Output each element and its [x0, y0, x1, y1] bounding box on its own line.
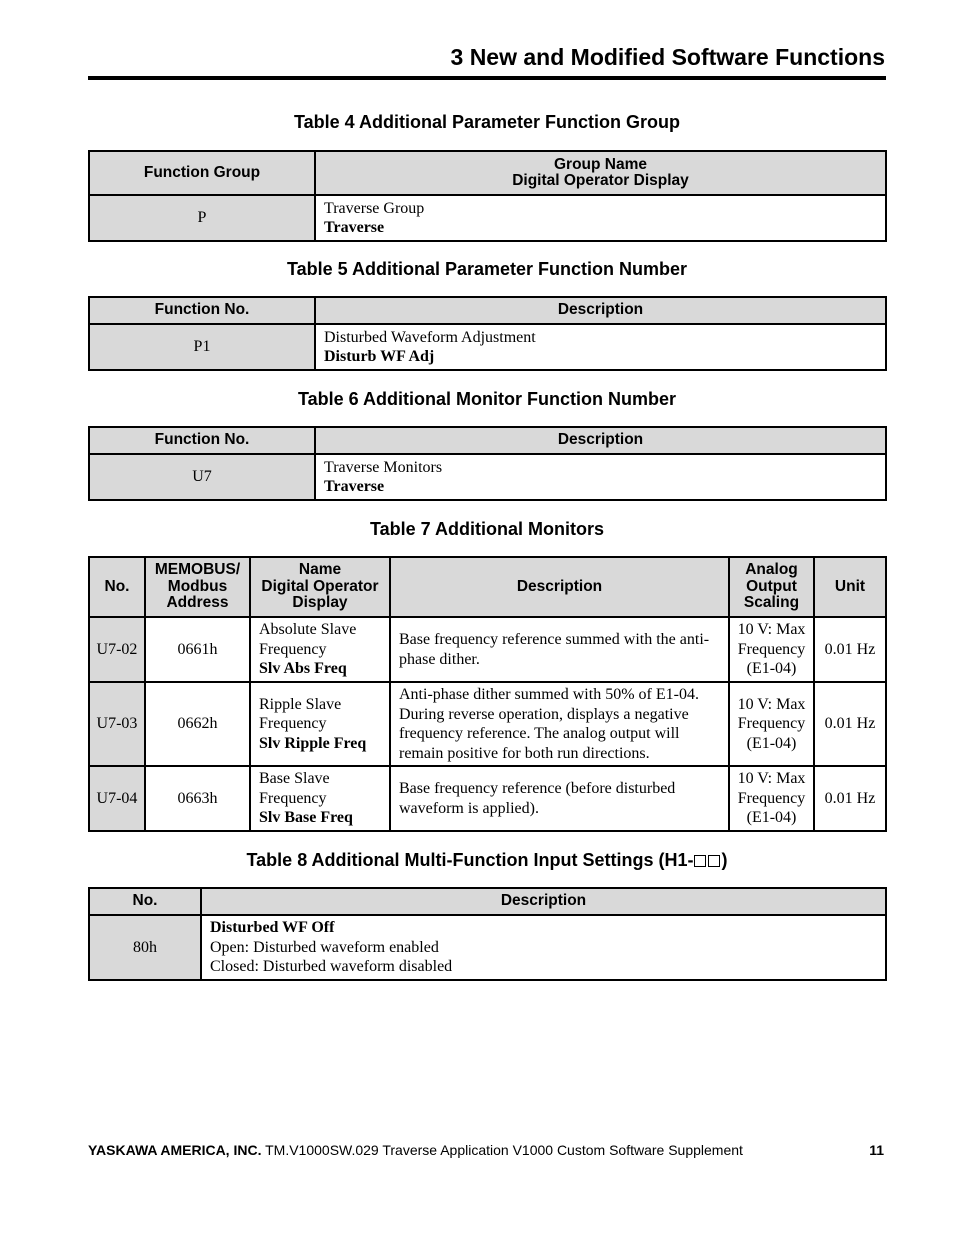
table7-no-cell: U7-04	[89, 766, 145, 831]
table7-description-cell: Base frequency reference (before disturbed waveform is applied).	[390, 766, 729, 831]
table7-header-memobus-line1: MEMOBUS/	[154, 561, 241, 579]
table7-header-name-line3: Display	[292, 594, 348, 612]
table7-scaling-line3: (E1-04)	[746, 660, 797, 678]
table4-caption: Table 4 Additional Parameter Function Group	[293, 112, 681, 132]
placeholder-box-icon	[694, 855, 706, 867]
table8-caption-suffix: )	[721, 850, 728, 870]
table8-caption	[88, 850, 886, 871]
table6-header-row	[89, 427, 886, 454]
table7-name-cell	[250, 682, 390, 766]
page-number: 11	[869, 1142, 884, 1158]
table7-name-line1: Base Slave	[259, 770, 330, 788]
table5-description-cell	[315, 324, 886, 370]
table5-caption: Table 5 Additional Parameter Function Number	[286, 259, 688, 279]
table7-scaling-line1: 10 V: Max	[737, 770, 806, 788]
table-row	[89, 915, 886, 980]
table4-header-function-group: Function Group	[89, 151, 315, 195]
table7-no-cell: U7-02	[89, 617, 145, 682]
table-row	[89, 682, 886, 766]
table5-header-row	[89, 297, 886, 324]
table8-header-no: No.	[89, 888, 201, 915]
table8-header-row	[89, 888, 886, 915]
table8	[88, 887, 887, 981]
footer-company: YASKAWA AMERICA, INC.	[88, 1142, 262, 1158]
table7-header-analog-line1: Analog	[745, 561, 798, 579]
table7-description-cell: Anti-phase dither summed with 50% of E1-04. During reverse operation, displays a negative frequency reference. The analog output will remain positive for both run directions.	[390, 682, 729, 766]
table4-header-group-name	[315, 151, 886, 195]
table5-description: Disturbed Waveform Adjustment	[324, 328, 536, 346]
table7-header-row	[89, 557, 886, 617]
table7-operator-display: Slv Base Freq	[259, 809, 353, 827]
table7-scaling-line3: (E1-04)	[746, 734, 797, 752]
table6-description-cell	[315, 454, 886, 500]
table5-header-function-no: Function No.	[89, 297, 315, 324]
table4-header-row	[89, 151, 886, 195]
table4-operator-display: Traverse	[324, 219, 385, 236]
table7-header-name	[250, 557, 390, 617]
table-row	[89, 195, 886, 241]
table7-address-cell: 0662h	[145, 682, 250, 766]
table7-scaling-line3: (E1-04)	[746, 809, 797, 827]
table8-open-description: Open: Disturbed waveform enabled	[210, 938, 439, 956]
table6-caption: Table 6 Additional Monitor Function Number	[298, 389, 676, 409]
table7-address-cell: 0663h	[145, 766, 250, 831]
table7-name-line2: Frequency	[259, 640, 327, 658]
table7-header-description: Description	[390, 557, 729, 617]
table-row	[89, 617, 886, 682]
table7-header-no: No.	[89, 557, 145, 617]
table8-caption-prefix: Table 8 Additional Multi-Function Input Settings (H1-	[246, 850, 694, 870]
table7-caption: Table 7 Additional Monitors	[370, 519, 604, 539]
table7-scaling-line2: Frequency	[737, 715, 806, 733]
table7-no-cell: U7-03	[89, 682, 145, 766]
table7-name-line1: Ripple Slave	[259, 695, 342, 713]
table7-operator-display: Slv Ripple Freq	[259, 734, 367, 752]
table5-header-description: Description	[315, 297, 886, 324]
table8-closed-description: Closed: Disturbed waveform disabled	[210, 958, 453, 976]
table7-scaling-line2: Frequency	[737, 789, 806, 807]
table5-function-no-cell: P1	[89, 324, 315, 370]
table-row	[89, 454, 886, 500]
table4-header-group-name-line1: Group Name	[553, 155, 647, 173]
table8-no-cell: 80h	[89, 915, 201, 980]
table7-header-analog-line2: Output	[746, 577, 797, 595]
placeholder-box-icon	[708, 855, 720, 867]
table7-address-cell: 0661h	[145, 617, 250, 682]
table8-header-description: Description	[201, 888, 886, 915]
table4-function-group-cell: P	[89, 195, 315, 241]
table7-scaling-cell	[729, 766, 814, 831]
table7	[88, 556, 887, 832]
table7-header-unit: Unit	[814, 557, 886, 617]
table7-name-line2: Frequency	[259, 789, 327, 807]
table7-name-cell	[250, 617, 390, 682]
table7-scaling-line1: 10 V: Max	[737, 621, 806, 639]
table7-unit-cell: 0.01 Hz	[814, 617, 886, 682]
title-rule	[88, 76, 886, 80]
document-page	[88, 0, 886, 1240]
table4-header-group-name-line2: Digital Operator Display	[512, 172, 689, 189]
table-row	[89, 324, 886, 370]
table4-group-name: Traverse Group	[324, 199, 425, 217]
page-footer	[88, 1142, 886, 1158]
table5	[88, 296, 887, 371]
table8-description-cell	[201, 915, 886, 980]
table7-operator-display: Slv Abs Freq	[259, 660, 347, 678]
table7-scaling-line2: Frequency	[737, 640, 806, 658]
table8-setting-title: Disturbed WF Off	[210, 919, 335, 937]
table7-header-memobus-line3: Address	[166, 594, 229, 612]
table5-operator-display: Disturb WF Adj	[324, 348, 435, 365]
table-row	[89, 766, 886, 831]
table7-scaling-line1: 10 V: Max	[737, 695, 806, 713]
table7-header-analog-line3: Scaling	[743, 594, 800, 612]
table7-name-line2: Frequency	[259, 715, 327, 733]
table6-function-no-cell: U7	[89, 454, 315, 500]
table6	[88, 426, 887, 501]
table7-name-cell	[250, 766, 390, 831]
table4-group-name-cell	[315, 195, 886, 241]
table7-header-name-line2: Digital Operator	[261, 577, 379, 595]
table7-header-analog	[729, 557, 814, 617]
table7-description-cell: Base frequency reference summed with the anti-phase dither.	[390, 617, 729, 682]
table6-description: Traverse Monitors	[324, 458, 443, 476]
table7-header-memobus	[145, 557, 250, 617]
table7-unit-cell: 0.01 Hz	[814, 682, 886, 766]
table7-name-line1: Absolute Slave	[259, 621, 357, 639]
table6-operator-display: Traverse	[324, 478, 385, 495]
section-title: 3 New and Modified Software Functions	[450, 44, 885, 70]
table7-scaling-cell	[729, 617, 814, 682]
table7-unit-cell: 0.01 Hz	[814, 766, 886, 831]
table4	[88, 150, 887, 242]
table7-scaling-cell	[729, 682, 814, 766]
table6-header-function-no: Function No.	[89, 427, 315, 454]
table7-header-memobus-line2: Modbus	[167, 577, 228, 595]
table7-header-name-line1: Name	[298, 561, 342, 579]
table6-header-description: Description	[315, 427, 886, 454]
footer-document: TM.V1000SW.029 Traverse Application V1000 Custom Software Supplement	[265, 1142, 743, 1158]
